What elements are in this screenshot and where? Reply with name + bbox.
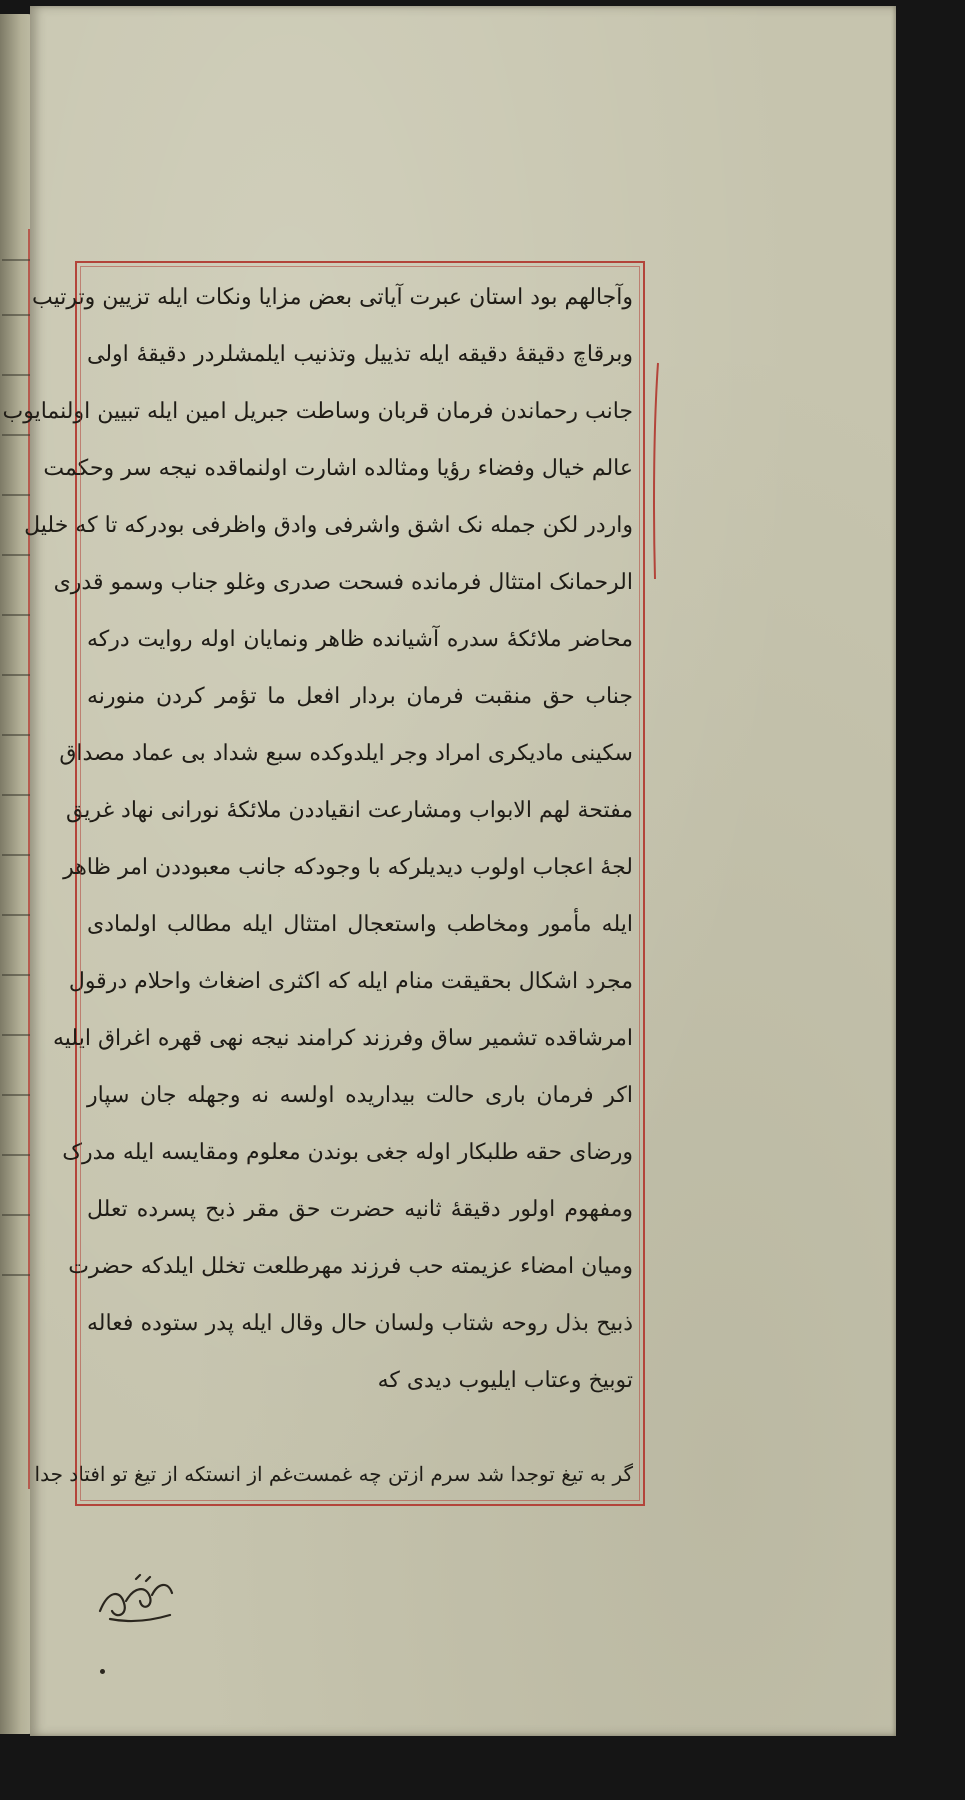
facing-page-ink-trace [2,314,30,316]
text-line: ایله مأمور ومخاطب واستعجال امتثال ایله مطالب اولمادی [87,912,633,937]
text-frame [2,261,645,1506]
facing-page-ink-trace [2,494,30,496]
text-line: محاضر ملائکهٔ سدره آشیانده ظاهر ونمایان اوله روایت درکه [87,627,633,652]
text-line: لجهٔ اعجاب اولوب دیدیلرکه با وجودکه جانب معبوددن امر ظاهر [63,855,633,880]
verse-second-hemistich: غم از انستکه از تیغ تو افتاد جدا [34,1462,293,1486]
facing-page-ink-trace [2,794,30,796]
text-line: سکینی مادیکری امراد وجر ایلدوکده سبع شداد بی عماد مصداق [59,741,633,766]
text-line: وبرقاچ دقیقهٔ دقیقه ایله تذییل وتذنیب ایلمشلردر دقیقهٔ اولی [87,342,633,367]
text-line: ومفهوم اولور دقیقهٔ ثانیه حضرت حق مقر ذبح پسرده تعلل [87,1197,633,1222]
catchword-signature [90,1571,180,1631]
text-line: واردر لکن جمله نک اشق واشرفی وادق واظرفی بودرکه تا که خلیل [24,513,633,538]
facing-page-ink-trace [2,914,30,916]
text-line: ومیان امضاء عزیمته حب فرزند مهرطلعت تخلل ایلدکه حضرت [68,1254,633,1279]
text-line: توبیخ وعتاب ایلیوب دیدی که [377,1368,633,1393]
text-line: امرشاقده تشمیر ساق وفرزند کرامند نیجه نهی قهره اغراق ایلیه [53,1026,633,1051]
text-line: الرحمانک امتثال فرمانده فسحت صدری وغلو جناب وسمو قدری [53,570,633,595]
facing-page-ink-trace [2,374,30,376]
facing-page-ink-trace [2,1274,30,1276]
facing-page-ink-trace [2,1214,30,1216]
facing-page-ink-trace [2,1154,30,1156]
text-line: ورضای حقه طلبکار اوله جغی بوندن معلوم ومقایسه ایله مدرک [62,1140,633,1165]
manuscript-folio [2,6,896,1736]
text-line: اکر فرمان باری حالت بیداریده اولسه نه وجهله جان سپار [87,1083,633,1108]
facing-page-ink-trace [2,734,30,736]
text-line: جناب حق منقبت فرمان بردار افعل ما تؤمر کردن منورنه [87,684,633,709]
margin-red-stroke [650,361,662,581]
text-line: ذبیح بذل روحه شتاب ولسان حال وقال ایله پدر ستوده فعاله [87,1311,633,1336]
facing-page-ink-trace [2,554,30,556]
facing-page-ink-trace [2,259,30,261]
text-line: مفتحة لهم الابواب ومشارعت انقیاددن ملائکهٔ نورانی نهاد غریق [65,798,633,823]
text-block [2,269,633,1409]
text-line: عالم خیال وفضاء رؤیا ومثالده اشارت اولنماقده نیجه سر وحکمت [43,456,633,481]
text-line: مجرد اشکال بحقیقت منام ایله که اکثری اضغاث واحلام درقول [68,969,633,994]
verse-first-hemistich: گر به تیغ توجدا شد سرم ازتن چه غمست [292,1462,633,1486]
verse-line [34,1449,633,1499]
text-line: وآجالهم بود استان عبرت آیاتی بعض مزایا ونکات ایله تزیین وترتیب [32,285,633,310]
text-line: جانب رحماندن فرمان قربان وساطت جبریل امین ایله تبیین اولنمایوب [2,399,633,424]
facing-page-ink-trace [2,674,30,676]
facing-page-ink-trace [2,614,30,616]
facing-page-ink-trace [2,1094,30,1096]
facing-page-ink-trace [2,1034,30,1036]
ink-dot [100,1669,105,1674]
facing-page-ink-trace [2,854,30,856]
facing-page-ink-trace [2,974,30,976]
